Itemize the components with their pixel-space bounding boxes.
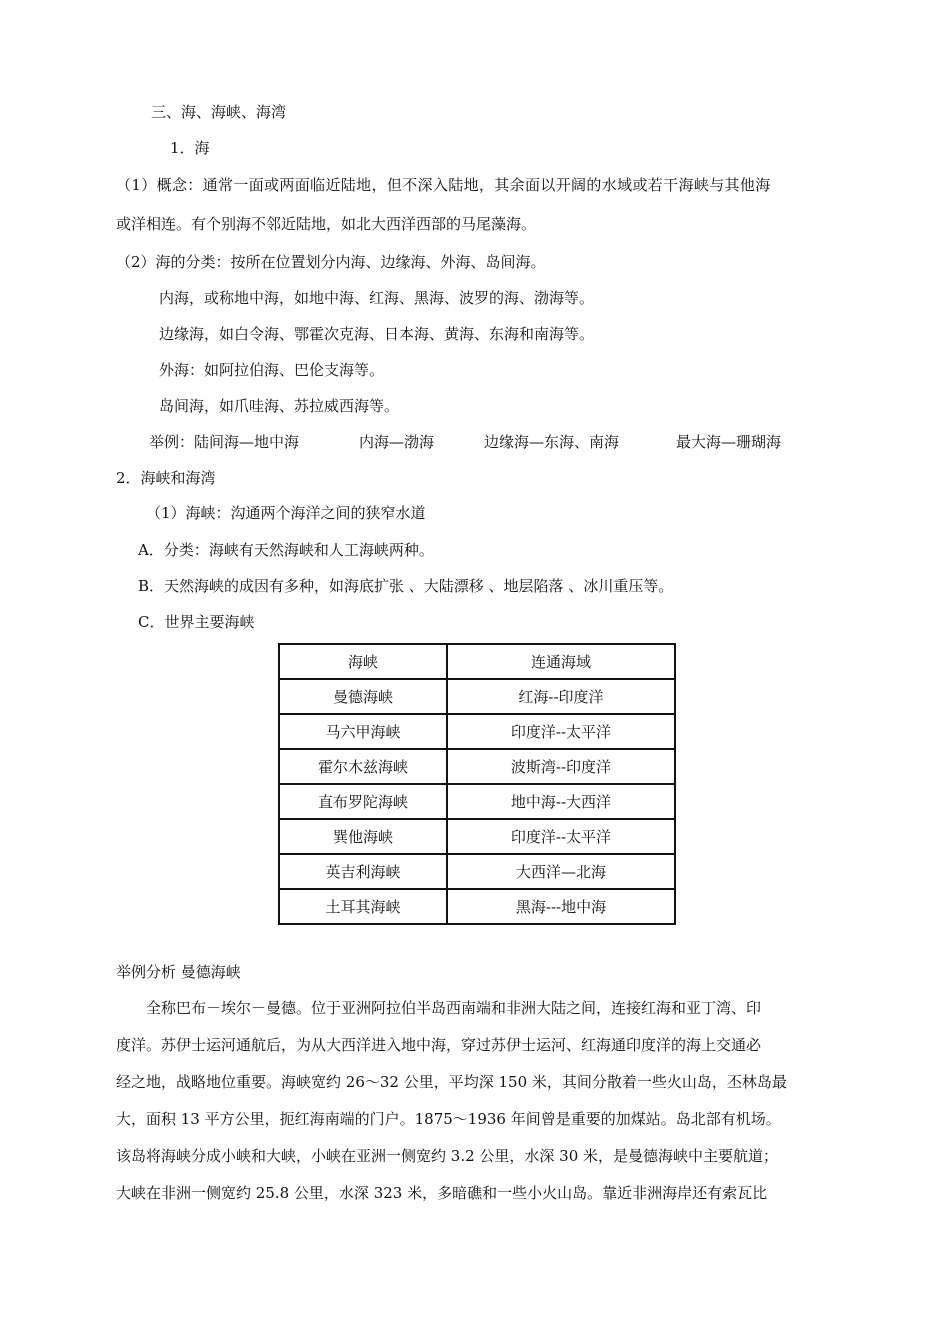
analysis-heading: 举例分析 曼德海峡 xyxy=(116,963,241,981)
analysis-line: 度洋。苏伊士运河通航后，为从大西洋进入地中海，穿过苏伊士运河、红海通印度洋的海上交通必 xyxy=(116,1036,762,1054)
table-header-waters: 连通海域 xyxy=(447,644,675,679)
sea-heading: 1．海 xyxy=(170,139,210,157)
sea-inland: 内海，或称地中海，如地中海、红海、黑海、波罗的海、渤海等。 xyxy=(159,289,595,307)
strait-name-cell: 马六甲海峡 xyxy=(279,714,447,749)
section-title: 三、海、海峡、海湾 xyxy=(151,103,287,121)
table-header-row xyxy=(279,644,675,679)
strait-name-cell: 巽他海峡 xyxy=(279,819,447,854)
connected-waters-cell: 红海--印度洋 xyxy=(447,679,675,714)
analysis-line: 经之地，战略地位重要。海峡宽约 26～32 公里，平均深 150 米，其间分散着一些火山岛，丕林岛最 xyxy=(116,1073,787,1091)
table-row xyxy=(279,749,675,784)
straits-table xyxy=(278,643,676,925)
strait-name-cell: 曼德海峡 xyxy=(279,679,447,714)
sea-concept-line1: （1）概念：通常一面或两面临近陆地，但不深入陆地，其余面以开阔的水域或若干海峡与其他海 xyxy=(116,176,771,194)
sea-marginal: 边缘海，如白令海、鄂霍次克海、日本海、黄海、东海和南海等。 xyxy=(159,325,595,343)
straits-heading: 2．海峡和海湾 xyxy=(116,469,216,487)
strait-name-cell: 英吉利海峡 xyxy=(279,854,447,889)
table-row xyxy=(279,819,675,854)
example-item: 内海—渤海 xyxy=(359,433,435,451)
example-item: 举例：陆间海—地中海 xyxy=(149,433,300,451)
analysis-line: 全称巴布－埃尔－曼德。位于亚洲阿拉伯半岛西南端和非洲大陆之间，连接红海和亚丁湾、印 xyxy=(146,999,762,1017)
table-row xyxy=(279,714,675,749)
connected-waters-cell: 大西洋—北海 xyxy=(447,854,675,889)
table-header-strait: 海峡 xyxy=(279,644,447,679)
strait-point-b: B．天然海峡的成因有多种，如海底扩张 、大陆漂移 、地层陷落 、冰川重压等。 xyxy=(138,577,674,595)
connected-waters-cell: 印度洋--太平洋 xyxy=(447,714,675,749)
analysis-line: 该岛将海峡分成小峡和大峡，小峡在亚洲一侧宽约 3.2 公里，水深 30 米，是曼德海峡中主要航道； xyxy=(116,1147,779,1165)
analysis-line: 大峡在非洲一侧宽约 25.8 公里，水深 323 米，多暗礁和一些小火山岛。靠近非洲海岸还有索瓦比 xyxy=(116,1184,768,1202)
strait-point-c: C．世界主要海峡 xyxy=(138,613,255,631)
strait-name-cell: 直布罗陀海峡 xyxy=(279,784,447,819)
sea-concept-line2: 或洋相连。有个别海不邻近陆地，如北大西洋西部的马尾藻海。 xyxy=(116,215,537,233)
example-item: 最大海—珊瑚海 xyxy=(676,433,782,451)
strait-name-cell: 霍尔木兹海峡 xyxy=(279,749,447,784)
table-row xyxy=(279,784,675,819)
table-row xyxy=(279,679,675,714)
example-item: 边缘海—东海、南海 xyxy=(484,433,620,451)
sea-outer: 外海：如阿拉伯海、巴伦支海等。 xyxy=(159,361,385,379)
table-row xyxy=(279,889,675,924)
connected-waters-cell: 印度洋--太平洋 xyxy=(447,819,675,854)
connected-waters-cell: 地中海--大西洋 xyxy=(447,784,675,819)
analysis-line: 大，面积 13 平方公里，扼红海南端的门户。1875～1936 年间曾是重要的加煤站。岛北部有机场。 xyxy=(116,1110,781,1128)
connected-waters-cell: 波斯湾--印度洋 xyxy=(447,749,675,784)
sea-island: 岛间海，如爪哇海、苏拉威西海等。 xyxy=(159,397,400,415)
table-row xyxy=(279,854,675,889)
strait-name-cell: 土耳其海峡 xyxy=(279,889,447,924)
sea-classification: （2）海的分类：按所在位置划分内海、边缘海、外海、岛间海。 xyxy=(116,253,546,271)
connected-waters-cell: 黑海---地中海 xyxy=(447,889,675,924)
strait-point-a: A．分类：海峡有天然海峡和人工海峡两种。 xyxy=(138,541,434,559)
strait-definition: （1）海峡：沟通两个海洋之间的狭窄水道 xyxy=(146,504,426,522)
